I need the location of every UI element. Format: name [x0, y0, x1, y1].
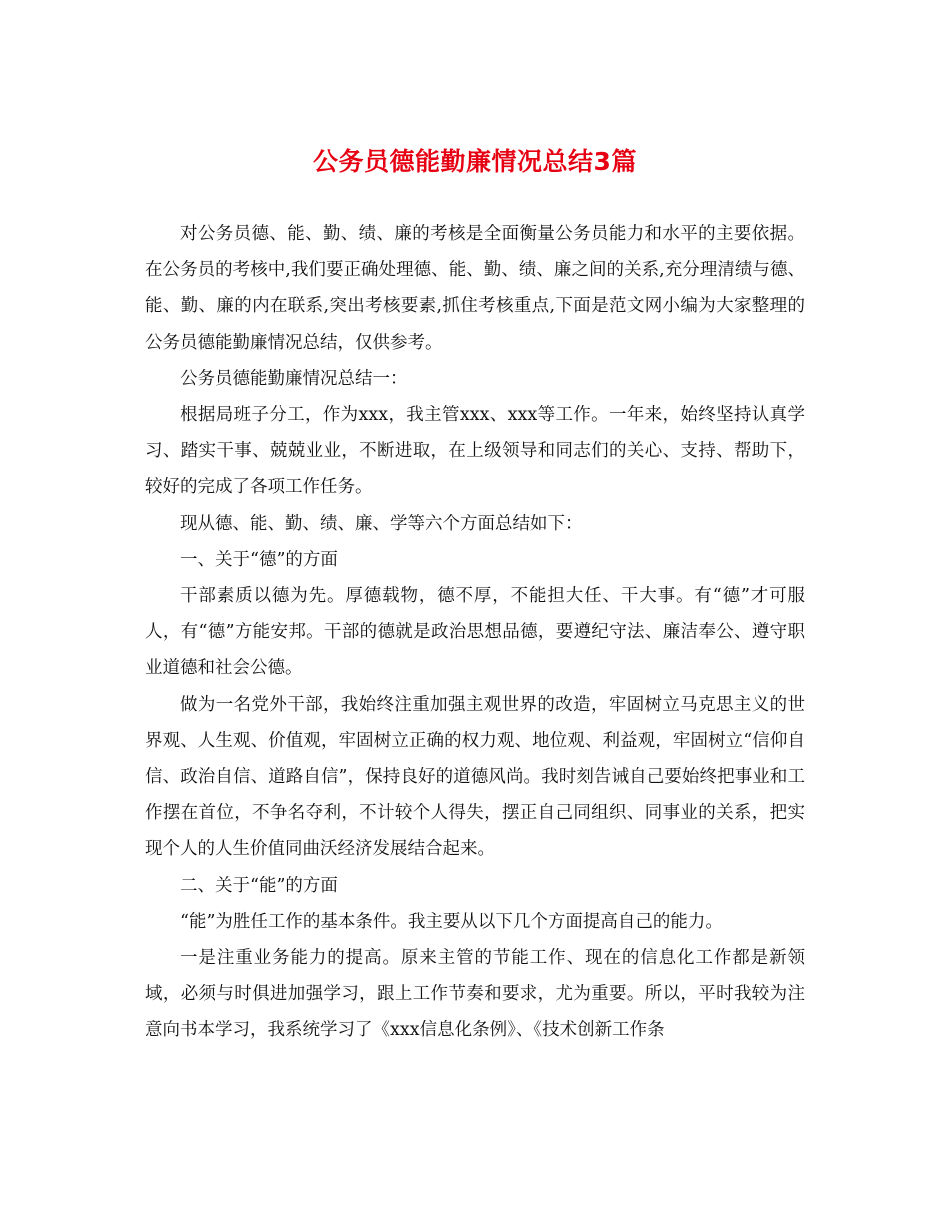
paragraph-division-of-work: 根据局班子分工，作为xxx，我主管xxx、xxx等工作。一年来，始终坚持认真学习、踏实干事、兢兢业业，不断进取，在上级领导和同志们的关心、支持、帮助下，较好的完成了各项工作任务。	[145, 405, 805, 498]
section-heading-neng: 二、关于“能”的方面	[180, 875, 338, 896]
paragraph-summary-one-heading: 公务员德能勤廉情况总结一：	[180, 368, 408, 389]
paragraph-de-detail: 做为一名党外干部，我始终注重加强主观世界的改造，牢固树立马克思主义的世界观、人生观、价值观，牢固树立正确的权力观、地位观、利益观，牢固树立“信仰自信、政治自信、道路自信”，保持良好的道德风尚。我时刻告诫自己要始终把事业和工作摆在首位，不争名夺利，不计较个人得失，摆正自己同组织、同事业的关系，把实现个人的人生价值同曲沃经济发展结合起来。	[145, 694, 805, 860]
paragraph-de-intro: 干部素质以德为先。厚德载物，德不厚，不能担大任、干大事。有“德”才可服人，有“德”方能安邦。干部的德就是政治思想品德，要遵纪守法、廉洁奉公、遵守职业道德和社会公德。	[145, 586, 805, 679]
paragraph-six-aspects: 现从德、能、勤、绩、廉、学等六个方面总结如下：	[180, 513, 583, 534]
paragraph-intro: 对公务员德、能、勤、绩、廉的考核是全面衡量公务员能力和水平的主要依据。在公务员的考核中,我们要正确处理德、能、勤、绩、廉之间的关系,充分理清绩与德、能、勤、廉的内在联系,突出考核要素,抓住考核重点,下面是范文网小编为大家整理的公务员德能勤廉情况总结，仅供参考。	[145, 224, 805, 353]
document-body	[145, 216, 805, 1049]
paragraph-neng-intro: “能”为胜任工作的基本条件。我主要从以下几个方面提高自己的能力。	[180, 911, 723, 932]
paragraph-neng-detail: 一是注重业务能力的提高。原来主管的节能工作、现在的信息化工作都是新领域，必须与时俱进加强学习，跟上工作节奏和要求，尤为重要。所以，平时我较为注意向书本学习，我系统学习了《xxx信息化条例》、《技术创新工作条	[145, 948, 805, 1041]
document-title: 公务员德能勤廉情况总结3篇	[313, 147, 637, 176]
section-heading-de: 一、关于“德”的方面	[180, 549, 338, 570]
